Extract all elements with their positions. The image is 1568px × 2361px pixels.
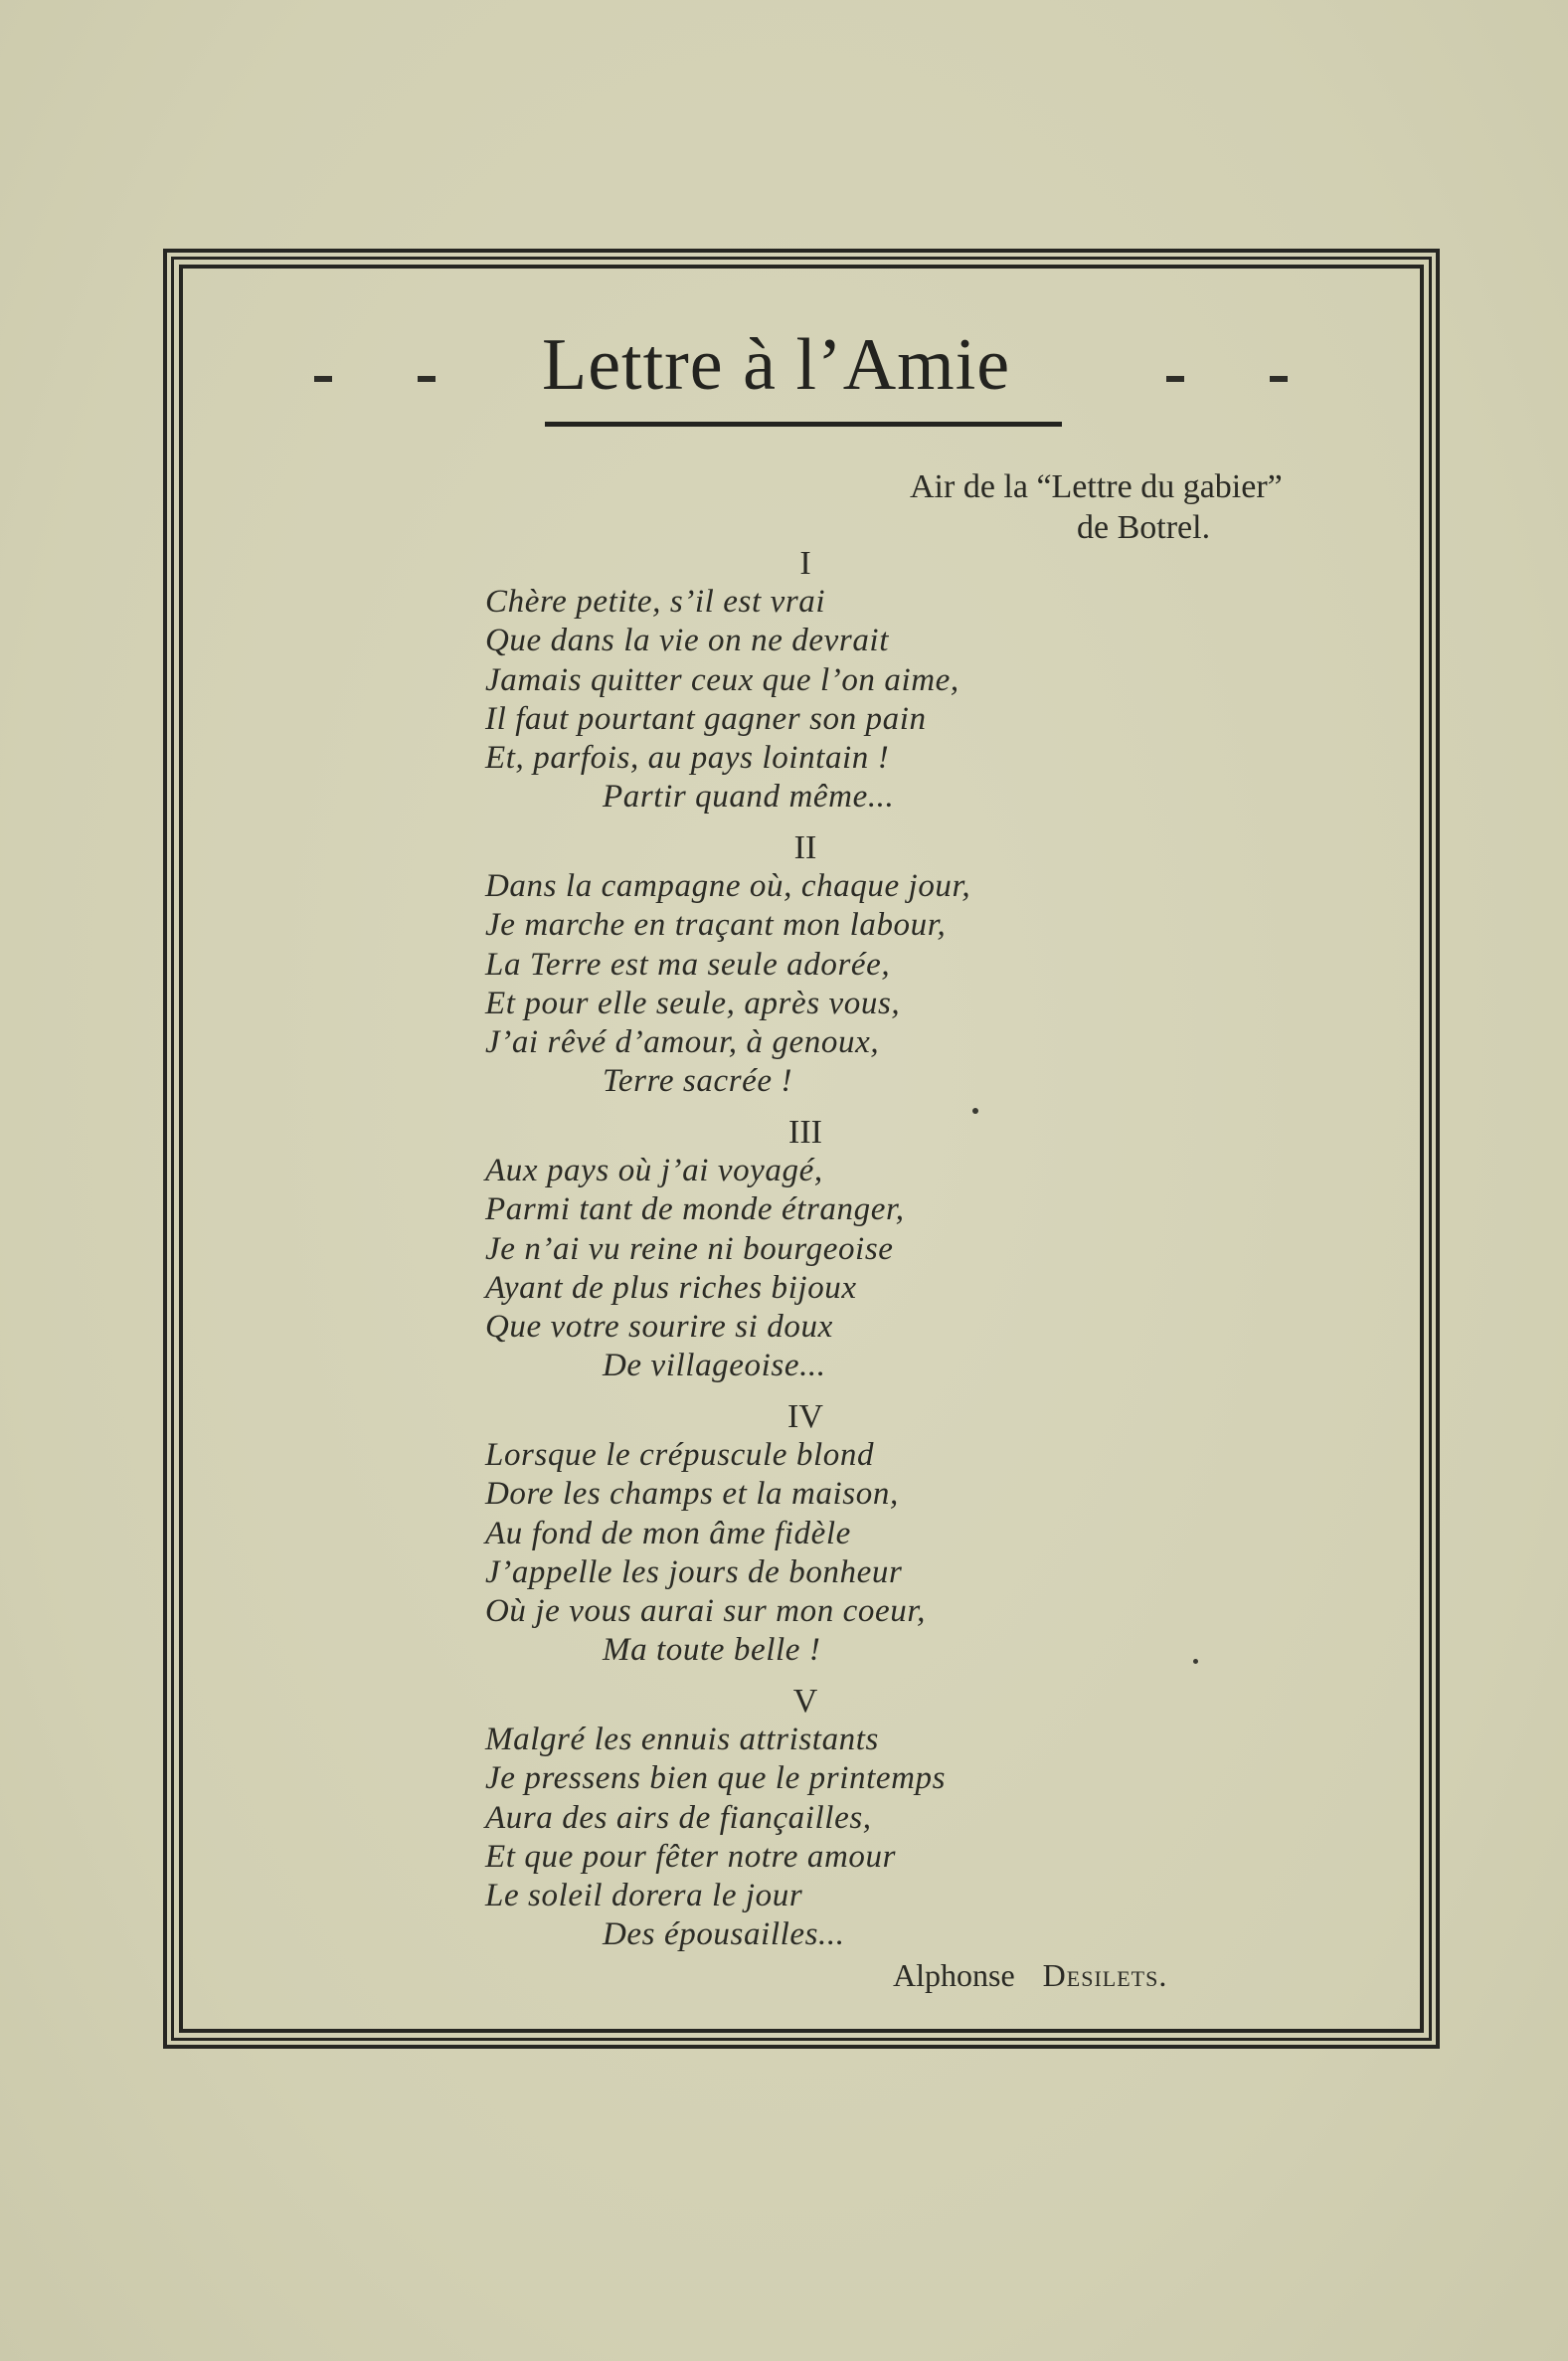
title-dash (1270, 376, 1288, 382)
stanza-numeral: II (793, 829, 817, 866)
title-dash (418, 376, 436, 382)
verse-line: Je n’ai vu reine ni bourgeoise (485, 1230, 894, 1267)
verse-line: Jamais quitter ceux que l’on aime, (485, 661, 959, 698)
refrain-line: De villageoise... (603, 1348, 826, 1384)
verse-line: Où je vous aurai sur mon coeur, (485, 1593, 926, 1630)
refrain-line: Terre sacrée ! (603, 1063, 793, 1100)
author-given-name: Alphonse (893, 1957, 1015, 1993)
refrain-line: Ma toute belle ! (603, 1632, 821, 1669)
stanza-numeral: V (792, 1683, 818, 1720)
verse-line: Et, parfois, au pays lointain ! (485, 740, 890, 777)
refrain-line: Des épousailles... (603, 1916, 845, 1953)
verse-line: Je pressens bien que le printemps (485, 1760, 947, 1797)
verse-line: La Terre est ma seule adorée, (485, 946, 891, 983)
refrain-line: Partir quand même... (603, 779, 895, 816)
title-dash (1166, 376, 1184, 382)
verse-line: Aux pays où j’ai voyagé, (485, 1153, 823, 1188)
stanza-4 (485, 1436, 926, 1671)
stanza-2 (485, 867, 970, 1102)
verse-line: Le soleil dorera le jour (485, 1878, 803, 1914)
ink-speck (972, 1108, 978, 1114)
verse-line: Lorsque le crépuscule blond (485, 1437, 875, 1473)
verse-line: Je marche en traçant mon labour, (485, 907, 947, 944)
verse-line: J’ai rêvé d’amour, à genoux, (485, 1024, 880, 1061)
air-attribution-line1: Air de la “Lettre du gabier” (910, 468, 1283, 505)
poem-title: Lettre à l’Amie (542, 324, 1011, 406)
verse-line: Chère petite, s’il est vrai (485, 584, 826, 620)
verse-line: Il faut pourtant gagner son pain (485, 700, 927, 737)
stanza-numeral: I (799, 545, 811, 582)
author-signature (893, 1957, 1167, 1994)
title-dash (314, 376, 332, 382)
author-surname: Desilets. (1042, 1957, 1168, 1993)
verse-line: Dans la campagne où, chaque jour, (485, 868, 971, 904)
air-attribution-line2: de Botrel. (1077, 509, 1211, 546)
verse-line: J’appelle les jours de bonheur (485, 1553, 903, 1590)
verse-line: Et que pour fêter notre amour (485, 1838, 897, 1875)
ink-speck (1193, 1659, 1198, 1664)
verse-line: Parmi tant de monde étranger, (485, 1191, 905, 1228)
stanza-5 (485, 1721, 946, 1955)
verse-line: Que votre sourire si doux (485, 1309, 833, 1346)
verse-line: Au fond de mon âme fidèle (485, 1515, 851, 1551)
stanza-1 (485, 583, 959, 817)
verse-line: Et pour elle seule, après vous, (485, 985, 901, 1021)
verse-line: Malgré les ennuis attristants (485, 1722, 879, 1757)
verse-line: Que dans la vie on ne devrait (485, 623, 889, 659)
verse-line: Aura des airs de fiançailles, (485, 1799, 872, 1836)
verse-line: Dore les champs et la maison, (485, 1476, 899, 1513)
stanza-numeral: IV (787, 1398, 823, 1435)
verse-line: Ayant de plus riches bijoux (485, 1269, 857, 1306)
title-underline (545, 422, 1062, 427)
stanza-numeral: III (788, 1114, 822, 1151)
stanza-3 (485, 1152, 905, 1386)
